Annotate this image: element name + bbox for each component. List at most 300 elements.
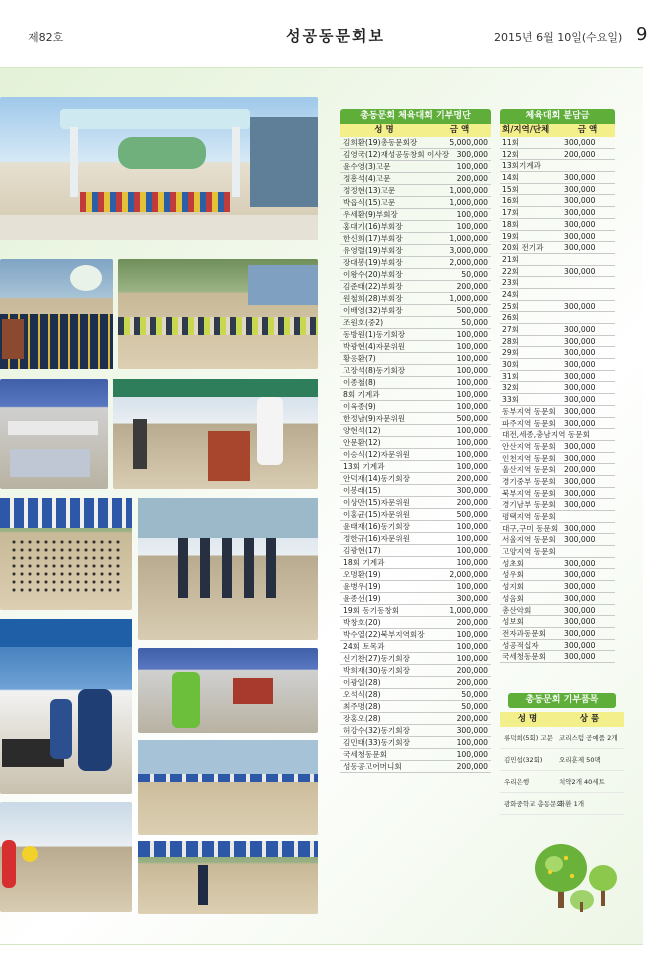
row-value: 화환 1개 <box>559 800 585 808</box>
table-row <box>500 441 615 453</box>
table-row <box>340 497 491 509</box>
photo-opening-ceremony <box>0 97 318 240</box>
row-name: 28회 <box>502 336 519 346</box>
row-name: 정흥석(4)고문 <box>343 174 391 183</box>
share-list-header <box>500 124 615 137</box>
row-name: 31회 <box>502 371 519 381</box>
row-value: 300,000 <box>564 523 596 533</box>
table-row <box>500 546 615 558</box>
row-name: 15회 <box>502 184 519 194</box>
row-value: 100,000 <box>456 534 488 543</box>
row-name: 고장석(8)동기회장 <box>343 366 406 375</box>
table-row <box>340 173 491 185</box>
issue-number: 제82호 <box>28 31 64 44</box>
row-value: 3,000,000 <box>449 246 488 255</box>
table-row <box>500 793 624 815</box>
row-value: 200,000 <box>456 174 488 183</box>
photo-field-game <box>138 740 318 835</box>
row-name: 윤수영(3)고문 <box>343 162 391 171</box>
row-name: 총산악회 <box>502 605 532 615</box>
row-name: 파주지역 동문회 <box>502 418 556 428</box>
row-name: 김준태(22)부회장 <box>343 282 403 291</box>
table-row <box>500 324 615 336</box>
row-value: 100,000 <box>456 390 488 399</box>
row-value: 100,000 <box>456 426 488 435</box>
row-value: 300,000 <box>456 594 488 603</box>
row-value: 100,000 <box>456 558 488 567</box>
row-name: 이광일(28) <box>343 678 381 687</box>
row-name: 한정남(9)자문위원 <box>343 414 406 423</box>
row-value: 100,000 <box>456 738 488 747</box>
table-row <box>340 137 491 149</box>
table-row <box>500 616 615 628</box>
row-value: 100,000 <box>456 522 488 531</box>
table-row <box>340 473 491 485</box>
row-value: 300,000 <box>564 558 596 568</box>
row-value: 300,000 <box>456 150 488 159</box>
table-row <box>500 394 615 406</box>
table-row <box>500 488 615 500</box>
table-row <box>500 771 624 793</box>
row-name: 동부지역 동문회 <box>502 406 556 416</box>
row-name: 북부지역 동문회 <box>502 488 556 498</box>
table-row <box>340 461 491 473</box>
row-name: 박수열(22)북부지역회장 <box>343 630 425 639</box>
donor-list-header <box>340 124 491 137</box>
table-row <box>500 301 615 313</box>
table-row <box>340 485 491 497</box>
row-name: 윤병우(19) <box>343 582 381 591</box>
row-value: 300,000 <box>564 383 596 393</box>
row-value: 300,000 <box>564 582 596 592</box>
table-row <box>500 172 615 184</box>
row-value: 300,000 <box>456 486 488 495</box>
row-name: 안산지역 동문회 <box>502 441 556 451</box>
row-name: 황응환(7) <box>343 354 376 363</box>
table-row <box>500 137 615 149</box>
table-row <box>500 727 624 749</box>
row-value: 100,000 <box>456 354 488 363</box>
column-header-group: 회/지역/단체 <box>502 125 550 135</box>
table-row <box>500 593 615 605</box>
row-value: 50,000 <box>461 270 488 279</box>
row-value: 300,000 <box>564 325 596 334</box>
row-value: 300,000 <box>564 360 596 370</box>
row-name: 오석식(28) <box>343 690 381 699</box>
row-name: 30회 <box>502 360 519 370</box>
row-value: 2,000,000 <box>449 570 488 579</box>
column-header-amount: 금 액 <box>577 125 598 135</box>
row-value: 300,000 <box>564 184 596 194</box>
table-row <box>340 521 491 533</box>
row-name: 박희재(30)동기회장 <box>343 666 410 675</box>
row-name: 평택지역 동문회 <box>502 512 556 521</box>
row-value <box>560 312 615 323</box>
row-value: 300,000 <box>564 173 596 183</box>
row-name: 신기찬(27)동기회장 <box>343 654 410 663</box>
row-value: 300,000 <box>564 336 596 346</box>
row-value: 100,000 <box>456 462 488 471</box>
row-value: 100,000 <box>456 402 488 411</box>
row-value: 50,000 <box>461 318 488 327</box>
row-value: 100,000 <box>456 546 488 555</box>
table-row <box>500 628 615 640</box>
table-row <box>340 305 491 317</box>
row-name: 12회 <box>502 149 519 159</box>
table-row <box>340 449 491 461</box>
table-row <box>500 476 615 488</box>
row-value: 5,000,000 <box>449 138 488 147</box>
row-name: 장대봉(19)부회장 <box>343 258 403 267</box>
table-row <box>340 185 491 197</box>
row-value: 100,000 <box>456 342 488 351</box>
table-row <box>500 558 615 570</box>
photo-people-walking <box>138 498 318 640</box>
row-value: 200,000 <box>456 498 488 507</box>
row-value: 300,000 <box>564 535 596 545</box>
row-value: 100,000 <box>456 582 488 591</box>
table-row <box>340 617 491 629</box>
row-name: 27회 <box>502 325 519 334</box>
row-name: 16회 <box>502 196 519 206</box>
photo-prize-table <box>138 648 318 733</box>
row-name: 울산지역 동문회 <box>502 465 556 475</box>
row-value: 300,000 <box>564 243 596 253</box>
row-value: 100,000 <box>456 222 488 231</box>
row-value: 1,000,000 <box>449 186 488 195</box>
table-row <box>500 523 615 535</box>
share-list-box <box>500 109 615 663</box>
table-row <box>500 418 615 430</box>
row-value <box>560 289 615 300</box>
row-name: 고양지역 동문회 <box>502 547 556 557</box>
row-value: 300,000 <box>564 617 596 627</box>
row-name: 이홍균(15)자문위원 <box>343 510 410 519</box>
row-value: 1,000,000 <box>449 606 488 615</box>
row-value: 300,000 <box>564 348 596 358</box>
row-name: 8회 기계과 <box>343 390 380 399</box>
row-name: 윤종선(19) <box>343 594 381 603</box>
table-row <box>340 545 491 557</box>
row-name: 성지회 <box>502 582 525 592</box>
row-name: 32회 <box>502 383 519 393</box>
row-name: 정한규(16)자문위원 <box>343 534 410 543</box>
row-value: 200,000 <box>564 465 596 475</box>
table-row <box>340 221 491 233</box>
row-name: 윤태재(16)동기회장 <box>343 522 410 531</box>
row-value: 300,000 <box>564 406 596 416</box>
table-row <box>500 605 615 617</box>
row-value: 100,000 <box>456 438 488 447</box>
table-row <box>500 207 615 219</box>
table-row <box>500 289 615 301</box>
row-value: 200,000 <box>456 762 488 771</box>
table-row <box>500 359 615 371</box>
row-name: 19회 <box>502 231 519 241</box>
table-row <box>340 197 491 209</box>
row-value: 300,000 <box>564 500 596 510</box>
table-row <box>500 371 615 383</box>
row-name: 33회 <box>502 395 519 405</box>
table-row <box>340 413 491 425</box>
table-row <box>500 382 615 394</box>
row-value: 500,000 <box>456 306 488 315</box>
row-value: 200,000 <box>456 282 488 291</box>
row-value: 500,000 <box>456 414 488 423</box>
row-name: 경기남부 동문회 <box>502 500 556 510</box>
row-value: 300,000 <box>564 395 596 405</box>
row-name: 24회 <box>502 289 519 299</box>
row-value <box>560 511 615 522</box>
table-row <box>340 341 491 353</box>
table-row <box>500 266 615 278</box>
row-value <box>560 429 615 440</box>
row-name: 24회 토목과 <box>343 642 385 651</box>
issue-date: 2015년 6월 10일(수요일) <box>494 31 623 44</box>
table-row <box>500 640 615 652</box>
table-row <box>340 557 491 569</box>
table-row <box>340 749 491 761</box>
table-row <box>340 365 491 377</box>
row-value: 200,000 <box>564 149 596 159</box>
table-row <box>340 725 491 737</box>
share-rows <box>500 137 615 663</box>
donor-list-title: 총동문회 체육대회 기부명단 <box>340 109 491 124</box>
row-name: 원철희(28)부회장 <box>343 294 403 303</box>
row-value: 300,000 <box>564 453 596 463</box>
table-row <box>500 219 615 231</box>
row-name: 21회 <box>502 254 519 264</box>
table-row <box>500 277 615 289</box>
row-name: 이종철(8) <box>343 378 376 387</box>
row-value: 100,000 <box>456 654 488 663</box>
table-row <box>340 245 491 257</box>
row-value: 300,000 <box>564 208 596 218</box>
row-name: 최주명(28) <box>343 702 381 711</box>
row-value: 100,000 <box>456 366 488 375</box>
row-value: 1,000,000 <box>449 198 488 207</box>
table-row <box>500 749 624 771</box>
row-value: 300,000 <box>564 196 596 206</box>
table-row <box>500 184 615 196</box>
table-row <box>500 149 615 161</box>
row-value: 오리훈제 50팩 <box>559 756 601 764</box>
photo-flag-march <box>118 259 318 369</box>
row-value: 300,000 <box>564 219 596 229</box>
row-value: 300,000 <box>564 640 596 650</box>
row-value: 100,000 <box>456 378 488 387</box>
table-row <box>340 569 491 581</box>
row-name: 13회 기계과 <box>343 462 385 471</box>
photo-relay-race <box>138 841 318 914</box>
row-value: 300,000 <box>564 301 596 311</box>
row-value: 300,000 <box>564 231 596 241</box>
photo-aerial-field <box>0 498 132 610</box>
table-row <box>340 437 491 449</box>
row-name: 성보회 <box>502 617 525 627</box>
row-name: 18회 기계과 <box>343 558 385 567</box>
goods-list-box <box>500 693 624 815</box>
goods-rows <box>500 727 624 815</box>
row-value <box>560 160 615 171</box>
row-value: 50,000 <box>461 690 488 699</box>
row-name: 김민섭(32회) <box>504 756 543 764</box>
table-row <box>340 677 491 689</box>
page-number: 9 <box>636 24 648 45</box>
row-name: 이상만(15)자문위원 <box>343 498 410 507</box>
donor-rows <box>340 137 491 773</box>
row-value: 300,000 <box>564 570 596 580</box>
table-row <box>340 209 491 221</box>
row-name: 이봉래(15) <box>343 486 381 495</box>
table-row <box>340 641 491 653</box>
table-row <box>340 281 491 293</box>
row-name: 국세청동문회 <box>343 750 388 759</box>
table-row <box>340 377 491 389</box>
row-value: 300,000 <box>564 628 596 638</box>
table-row <box>500 499 615 511</box>
table-row <box>500 464 615 476</box>
row-value <box>560 546 615 557</box>
row-value: 300,000 <box>564 441 596 451</box>
table-row <box>500 429 615 441</box>
table-row <box>340 425 491 437</box>
table-row <box>340 161 491 173</box>
row-name: 대전,세종,충남지역 동문회 <box>502 430 590 440</box>
row-value: 2,000,000 <box>449 258 488 267</box>
row-name: 오명환(19) <box>343 570 381 579</box>
row-name: 박창호(20) <box>343 618 381 627</box>
row-value: 300,000 <box>564 593 596 603</box>
table-row <box>340 761 491 773</box>
table-row <box>340 605 491 617</box>
photo-speaker-podium <box>0 259 113 369</box>
row-name: 장홍오(28) <box>343 714 381 723</box>
row-value: 200,000 <box>456 666 488 675</box>
row-value: 100,000 <box>456 162 488 171</box>
table-row <box>340 353 491 365</box>
table-row <box>500 242 615 254</box>
table-row <box>340 737 491 749</box>
row-value: 100,000 <box>456 450 488 459</box>
row-name: 박읍식(15)고문 <box>343 198 396 207</box>
photo-band-performance <box>0 619 132 794</box>
row-name: 14회 <box>502 173 519 183</box>
row-value: 300,000 <box>564 652 596 662</box>
column-header-name: 성 명 <box>374 125 394 135</box>
row-value: 50,000 <box>461 702 488 711</box>
row-name: 성우회 <box>502 570 525 580</box>
row-name: 성음회 <box>502 593 525 603</box>
row-name: 11회 <box>502 138 519 147</box>
row-name: 한신희(17)부회장 <box>343 234 403 243</box>
column-header-name: 성 명 <box>517 714 538 724</box>
row-value: 100,000 <box>456 330 488 339</box>
goods-list-header <box>500 712 624 727</box>
page-header <box>0 0 671 50</box>
row-name: 허강수(32)동기회장 <box>343 726 410 735</box>
row-name: 대구,구미 동문회 <box>502 523 559 533</box>
row-name: 유영렬(19)부회장 <box>343 246 403 255</box>
row-value <box>560 277 615 288</box>
table-row <box>340 149 491 161</box>
row-name: 이왕수(20)부회장 <box>343 270 403 279</box>
table-row <box>340 581 491 593</box>
table-row <box>500 231 615 243</box>
row-name: 전자과동문회 <box>502 628 547 638</box>
table-row <box>340 257 491 269</box>
table-row <box>500 453 615 465</box>
photo-balloon-race <box>0 802 132 912</box>
row-name: 성공적십자 <box>502 640 539 650</box>
row-name: 김민태(33)동기회장 <box>343 738 410 747</box>
row-name: 양현석(12) <box>343 426 381 435</box>
goods-list-title: 총동문회 기부품목 <box>508 693 616 708</box>
table-row <box>340 629 491 641</box>
row-name: 17회 <box>502 208 519 218</box>
row-name: 박광현(4)자문위원 <box>343 342 406 351</box>
row-name: 25회 <box>502 301 519 311</box>
row-name: 29회 <box>502 348 519 358</box>
row-value: 100,000 <box>456 210 488 219</box>
table-row <box>500 651 615 663</box>
row-name: 우리은행 <box>504 778 530 786</box>
table-row <box>340 389 491 401</box>
row-name: 이배영(32)부회장 <box>343 306 403 315</box>
table-row <box>340 329 491 341</box>
column-header-amount: 금 액 <box>449 125 470 135</box>
row-name: 이승식(12)자문위원 <box>343 450 410 459</box>
row-name: 26회 <box>502 313 519 323</box>
row-value: 300,000 <box>564 476 596 486</box>
table-row <box>500 195 615 207</box>
row-name: 광화중학교 총동문회 <box>504 800 563 808</box>
row-name: 김광현(17) <box>343 546 381 555</box>
table-row <box>340 713 491 725</box>
row-name: 정정현(13)고문 <box>343 186 396 195</box>
row-name: 서울지역 동문회 <box>502 535 556 545</box>
table-row <box>340 701 491 713</box>
row-value: 300,000 <box>564 605 596 615</box>
table-row <box>500 569 615 581</box>
row-value: 1,000,000 <box>449 294 488 303</box>
row-name: 성초회 <box>502 558 525 568</box>
row-value: 치약2개 40세트 <box>559 778 605 786</box>
table-row <box>340 653 491 665</box>
table-row <box>340 593 491 605</box>
table-row <box>340 665 491 677</box>
row-value <box>560 254 615 265</box>
row-value: 200,000 <box>456 678 488 687</box>
newsletter-masthead: 성공동문회보 <box>286 27 385 45</box>
table-row <box>500 312 615 324</box>
row-value: 코리스텀 공예품 2개 <box>559 734 618 742</box>
row-name: 23회 <box>502 278 519 288</box>
table-row <box>500 347 615 359</box>
tree-illustration <box>532 838 622 918</box>
row-name: 안문환(12) <box>343 438 381 447</box>
row-name: 홍대기(16)부회장 <box>343 222 403 231</box>
row-name: 20회 전기과 <box>502 243 544 253</box>
table-row <box>340 509 491 521</box>
table-row <box>500 534 615 546</box>
table-row <box>500 160 615 172</box>
table-row <box>340 317 491 329</box>
row-value: 1,000,000 <box>449 234 488 243</box>
table-row <box>340 533 491 545</box>
table-row <box>340 293 491 305</box>
row-value: 500,000 <box>456 510 488 519</box>
